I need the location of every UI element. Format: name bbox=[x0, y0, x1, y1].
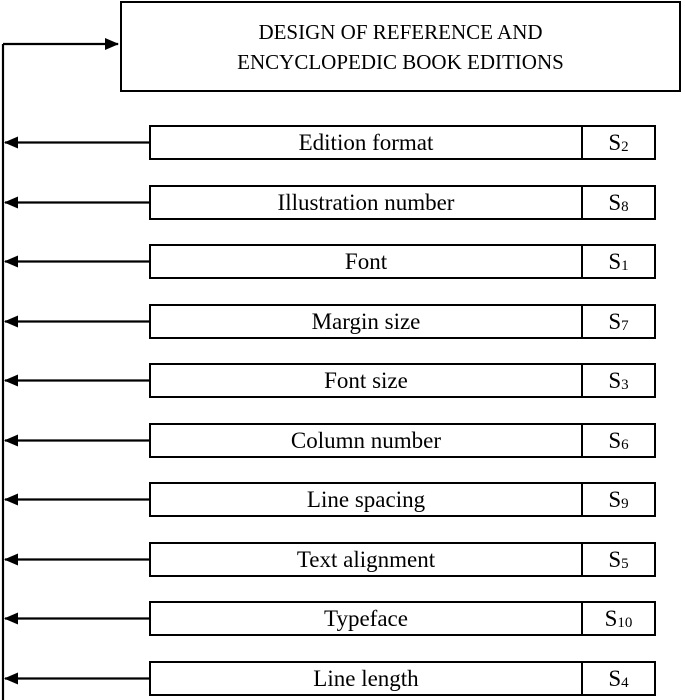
factor-subscript: 6 bbox=[621, 437, 629, 453]
factor-label: Edition format bbox=[151, 127, 583, 158]
factor-code bbox=[583, 484, 654, 515]
factor-box bbox=[149, 601, 656, 636]
factor-subscript: 2 bbox=[621, 139, 629, 155]
factor-symbol: S bbox=[608, 189, 622, 215]
factor-label: Line spacing bbox=[151, 484, 583, 515]
factor-symbol: S bbox=[608, 486, 622, 512]
factor-box bbox=[149, 363, 656, 398]
factor-box bbox=[149, 661, 656, 696]
factor-code bbox=[583, 127, 654, 158]
factor-label: Line length bbox=[151, 663, 583, 694]
factor-symbol: S bbox=[608, 308, 622, 334]
factor-label: Column number bbox=[151, 425, 583, 456]
factor-symbol: S bbox=[608, 129, 622, 155]
factor-symbol: S bbox=[608, 367, 622, 393]
factor-subscript: 4 bbox=[621, 675, 629, 691]
factor-label: Illustration number bbox=[151, 187, 583, 218]
factor-subscript: 9 bbox=[621, 496, 629, 512]
title-box bbox=[120, 1, 681, 92]
title-line-1: DESIGN OF REFERENCE AND bbox=[258, 19, 543, 44]
factor-symbol: S bbox=[608, 427, 622, 453]
factor-box bbox=[149, 244, 656, 279]
factor-code bbox=[583, 544, 654, 575]
factor-symbol: S bbox=[608, 248, 622, 274]
factor-box bbox=[149, 542, 656, 577]
factor-box bbox=[149, 423, 656, 458]
factor-box bbox=[149, 185, 656, 220]
factor-label: Font bbox=[151, 246, 583, 277]
factor-label: Typeface bbox=[151, 603, 583, 634]
factor-code bbox=[583, 663, 654, 694]
factor-box bbox=[149, 482, 656, 517]
factor-subscript: 3 bbox=[621, 377, 629, 393]
factor-subscript: 10 bbox=[617, 615, 633, 631]
factor-label: Font size bbox=[151, 365, 583, 396]
factor-symbol: S bbox=[608, 665, 622, 691]
factor-label: Margin size bbox=[151, 306, 583, 337]
factor-symbol: S bbox=[608, 546, 622, 572]
factor-subscript: 1 bbox=[621, 258, 629, 274]
factor-code bbox=[583, 365, 654, 396]
factor-code bbox=[583, 603, 654, 634]
factor-box bbox=[149, 304, 656, 339]
factor-label: Text alignment bbox=[151, 544, 583, 575]
title-line-2: ENCYCLOPEDIC BOOK EDITIONS bbox=[237, 49, 564, 74]
factor-subscript: 7 bbox=[621, 318, 629, 334]
factor-subscript: 8 bbox=[621, 199, 629, 215]
factor-code bbox=[583, 425, 654, 456]
factor-code bbox=[583, 306, 654, 337]
factor-code bbox=[583, 187, 654, 218]
factor-box bbox=[149, 125, 656, 160]
factor-symbol: S bbox=[604, 605, 618, 631]
factor-code bbox=[583, 246, 654, 277]
factor-subscript: 5 bbox=[621, 556, 629, 572]
